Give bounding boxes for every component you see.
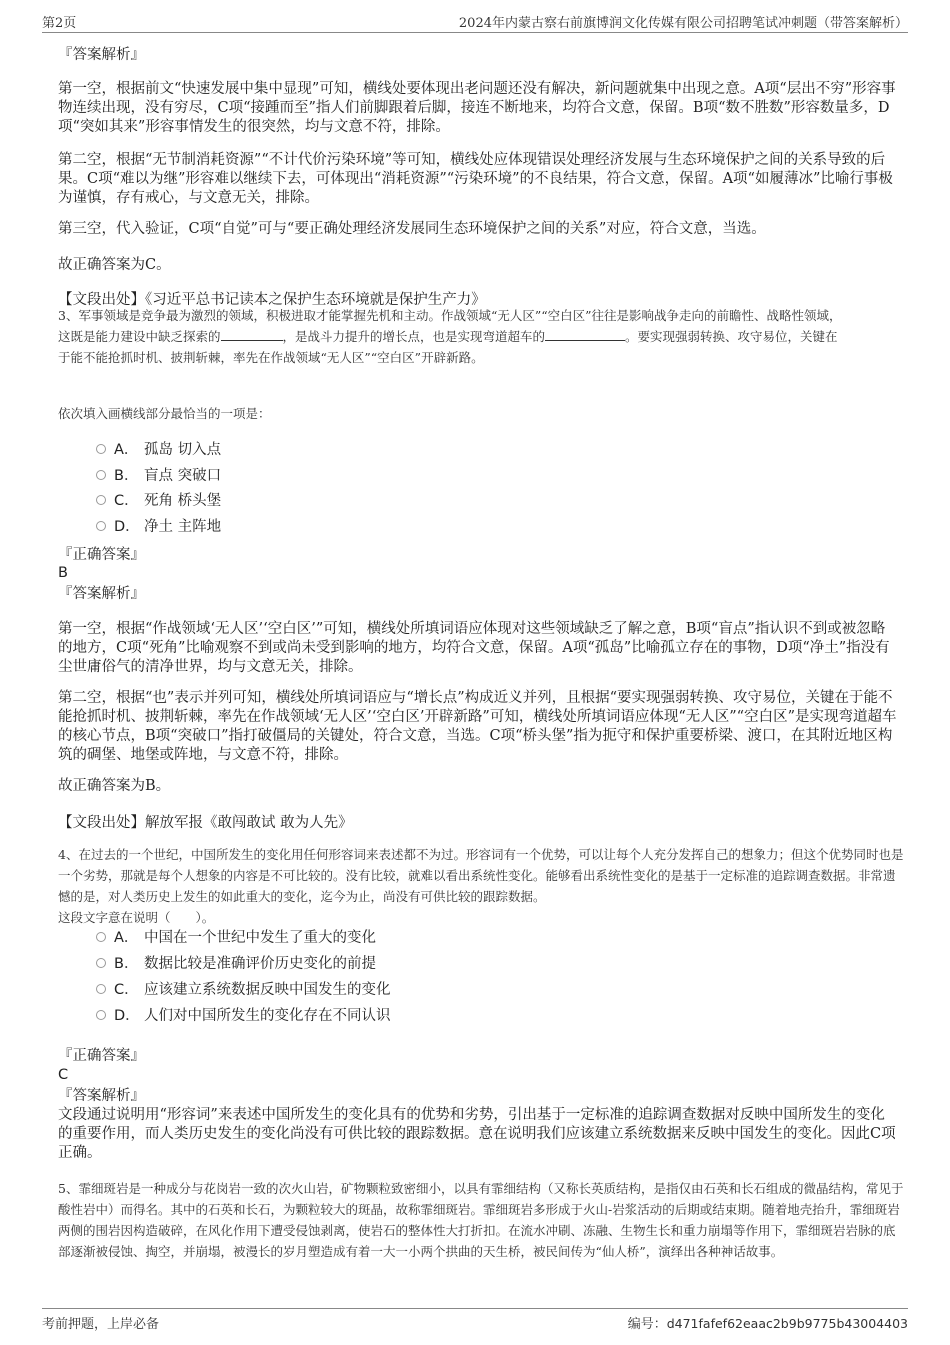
analysis-paragraph: 第二空，根据“无节制消耗资源”“不计代价污染环境”等可知，横线处应体现错误处理经济发展与生态环境保护之间的关系导致的后果。C项“难以为继”形容难以继续下去，可体现出“消耗资源”“污染环境”的不良结果，符合文意，保留。A项“如履薄冰”比喻行事极为谨慎，存有戒心，与文意无关，排除。: [58, 152, 893, 206]
fill-blank: [221, 328, 283, 341]
radio-button[interactable]: [96, 1010, 106, 1020]
correct-answer-label: 『正确答案』: [58, 547, 145, 563]
page-number: 第2页: [42, 16, 77, 31]
answer-analysis-label: 『答案解析』: [58, 586, 145, 602]
source-citation: 【文段出处】《习近平总书记读本之保护生态环境就是保护生产力》: [58, 292, 486, 308]
radio-button[interactable]: [96, 495, 106, 505]
footer-slogan: 考前押题，上岸必备: [42, 1317, 160, 1332]
radio-button[interactable]: [96, 932, 106, 942]
question-stem: 5、霏细斑岩是一种成分与花岗岩一致的次火山岩，矿物颗粒致密细小，以具有霏细结构（又称长英质结构，是指仅由石英和长石组成的微晶结构，常见于酸性岩中）而得名。其中的石英和长石，为颗粒较大的斑晶，故称霏细斑岩。霏细斑岩多形成于火山-岩浆活动的后期或结束期。随着地壳抬升，霏细斑岩两侧的围岩因构造破碎，在风化作用下遭受侵蚀剥离，使岩石的整体性大打折扣。在流水冲刷、冻融、生物生长和重力崩塌等作用下，霏细斑岩岩脉的底部逐渐被侵蚀、掏空，并崩塌，被漫长的岁月塑造成有着一大一小两个拱曲的天生桥，被民间传为“仙人桥”，演绎出各种神话故事。: [58, 1181, 904, 1259]
option-a[interactable]: A． 孤岛 切入点: [96, 439, 221, 461]
analysis-paragraph: 文段通过说明用“形容词”来表述中国所发生的变化具有的优势和劣势，引出基于一定标准的追踪调查数据对反映中国所发生的变化的重要作用，而人类历史发生的变化尚没有可供比较的跟踪数据。意在说明我们应该建立系统数据来反映中国发生的变化。因此C项正确。: [58, 1107, 896, 1161]
page-header: [42, 10, 908, 33]
correct-answer: B: [58, 565, 68, 581]
conclusion: 故正确答案为C。: [58, 257, 171, 273]
analysis-paragraph: 第三空，代入验证，C项“自觉”可与“要正确处理经济发展同生态环境保护之间的关系”对应，符合文意，当选。: [58, 221, 766, 237]
question-prompt: 依次填入画横线部分最恰当的一项是：: [58, 406, 271, 421]
fill-blank: [545, 328, 625, 341]
radio-button[interactable]: [96, 470, 106, 480]
analysis-paragraph: 第一空，根据“作战领域‘无人区’‘空白区’”可知，横线处所填词语应体现对这些领域缺乏了解之意，B项“盲点”指认识不到或被忽略的地方，C项“死角”比喻观察不到或尚未受到影响的地方，均符合文意，保留。A项“孤岛”比喻孤立存在的事物，D项“净土”指没有尘世庸俗气的清净世界，均与文意无关，排除。: [58, 621, 890, 675]
answer-analysis-label: 『答案解析』: [58, 1088, 145, 1104]
conclusion: 故正确答案为B。: [58, 778, 171, 794]
page-footer: [42, 1308, 908, 1333]
radio-button[interactable]: [96, 984, 106, 994]
question-stem: 4、在过去的一个世纪，中国所发生的变化用任何形容词来表述都不为过。形容词有一个优势，可以让每个人充分发挥自己的想象力；但这个优势同时也是一个劣势，那就是每个人想象的内容是不可比较的。没有比较，就难以看出系统性变化。能够看出系统性变化的是基于一定标准的追踪调查数据。非常遗憾的是，对人类历史上发生的如此重大的变化，迄今为止，尚没有可供比较的跟踪数据。: [58, 847, 904, 904]
analysis-paragraph: 第二空，根据“也”表示并列可知，横线处所填词语应与“增长点”构成近义并列，且根据“要实现强弱转换、攻守易位，关键在于能不能抢抓时机、披荆斩棘，率先在作战领域‘无人区’‘空白区’开辟新路”可知，横线处所填词语应体现“无人区”“空白区”是实现弯道超车的核心节点，B项“突破口”指打破僵局的关键处，符合文意，当选。C项“桥头堡”指为扼守和保护重要桥梁、渡口，在其附近地区构筑的碉堡、地堡或阵地，与文意不符，排除。: [58, 690, 897, 763]
radio-button[interactable]: [96, 521, 106, 531]
correct-answer: C: [58, 1067, 69, 1083]
option-b[interactable]: B． 盲点 突破口: [96, 465, 221, 487]
option-d[interactable]: D． 人们对中国所发生的变化存在不同认识: [96, 1005, 391, 1027]
option-b[interactable]: B． 数据比较是准确评价历史变化的前提: [96, 953, 376, 975]
option-c[interactable]: C． 死角 桥头堡: [96, 490, 221, 512]
option-d[interactable]: D． 净土 主阵地: [96, 516, 221, 538]
option-a[interactable]: A． 中国在一个世纪中发生了重大的变化: [96, 927, 376, 949]
source-citation: 【文段出处】解放军报《敢闯敢试 敢为人先》: [58, 815, 353, 831]
question-stem: 3、军事领域是竞争最为激烈的领域，积极进取才能掌握先机和主动。作战领域“无人区”“空白区”往往是影响战争走向的前瞻性、战略性领域， 这既是能力建设中缺乏探索的 ，是战斗力提升的增长点，也是实现弯道超车的 。要实现强弱转换、攻守易位，关键在 于能不能抢抓时机、披荆斩棘，率先在作战领域“无人区”“空白区”开辟新路。: [58, 308, 842, 365]
document-title: 2024年内蒙古察右前旗博润文化传媒有限公司招聘笔试冲刺题（带答案解析）: [458, 16, 908, 31]
radio-button[interactable]: [96, 444, 106, 454]
correct-answer-label: 『正确答案』: [58, 1048, 145, 1064]
analysis-paragraph: 第一空，根据前文“快速发展中集中显现”可知，横线处要体现出老问题还没有解决，新问题就集中出现之意。A项“层出不穷”形容事物连续出现，没有穷尽，C项“接踵而至”指人们前脚跟着后脚，接连不断地来，均符合文意，保留。B项“数不胜数”形容数量多，D项“突如其来”形容事情发生的很突然，均与文意不符，排除。: [58, 81, 896, 135]
answer-analysis-label: 『答案解析』: [58, 47, 145, 63]
radio-button[interactable]: [96, 958, 106, 968]
document-id: 编号：d471fafef62eaac2b9b9775b43004403: [627, 1316, 908, 1332]
question-prompt: 这段文字意在说明（ ）。: [58, 910, 215, 925]
option-c[interactable]: C． 应该建立系统数据反映中国发生的变化: [96, 979, 391, 1001]
